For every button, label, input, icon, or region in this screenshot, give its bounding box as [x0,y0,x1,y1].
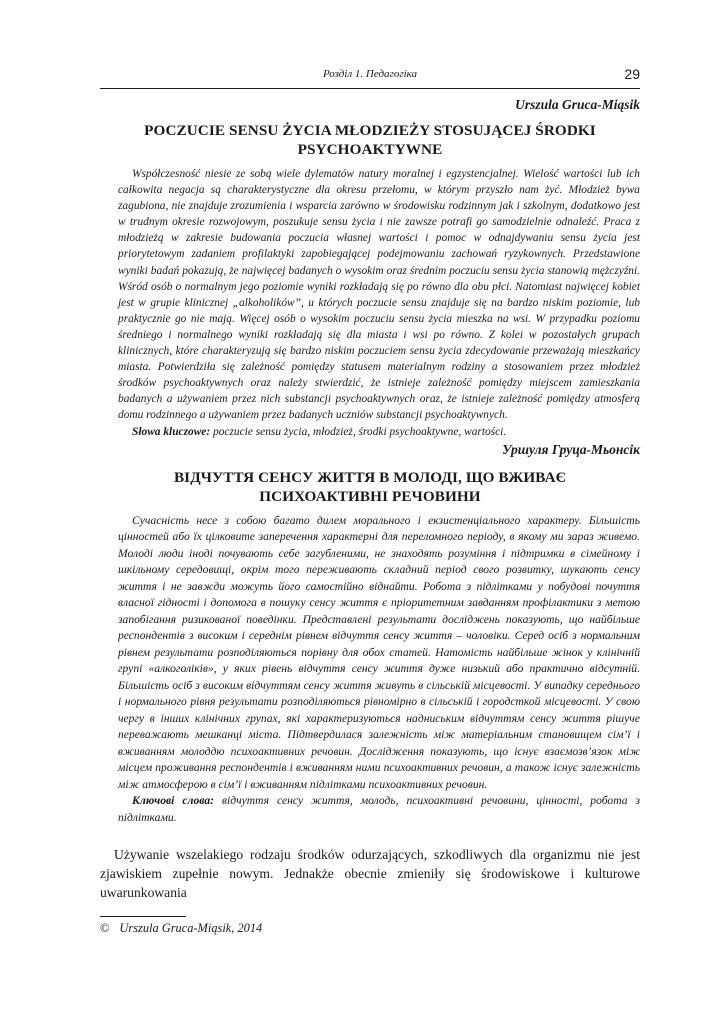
page-number: 29 [624,66,640,82]
article-title-polish: POCZUCIE SENSU ŻYCIA MŁODZIEŻY STOSUJĄCEJ ŚRODKI PSYCHOAKTYWNE [144,122,596,158]
running-header [100,64,640,89]
copyright-footnote [100,921,640,936]
abstract-polish [118,166,640,424]
keywords-text-ukrainian: відчуття сенсу життя, молодь, психоактивні речовини, цінності, робота з підлітками. [118,794,640,824]
author-name-ukrainian: Уршуля Груца-Мьонсік [502,441,640,457]
article-page [100,64,640,936]
article-title-ukrainian: ВІДЧУТТЯ СЕНСУ ЖИТТЯ В МОЛОДІ, ЩО ВЖИВАЄ ПСИХОАКТИВНІ РЕЧОВИНИ [173,468,567,505]
body-paragraph: Używanie wszelakiego rodzaju środków odurzających, szkodliwych dla organizmu nie jest zjawiskiem zupełnie nowym. Jednakże obecnie zmieniły się środowiskowe i kulturowe uwarunkowania [100,847,640,900]
abstract-ukrainian-text: Сучасність несе з собою багато дилем морального і екзистенціального характеру. Більшість цінностей або їх цілковите заперечення характерні для переломного періоду, в якому ми зараз живемо. Молоді люди іноді почувають себе загубленими, не знаходять розуміння і підтримки в сімейному і шкільному середовищі, окрім того переживають складний період свого розвитку, шукають сенсу життя і не завжди можуть його самостійно віднайти. Робота з підлітками у побудові почуття власної гідності і допомога в пошуку сенсу життя є пріоритетним завданням профілактики з метою запобігання ризикованої поведінки. Представлені результати досліджень показують, що найбільше респондентів з високим і середнім рівнем відчуття сенсу життя – чоловіки. Серед осіб з нормальним рівнем результати розподіляються порівну для обох статей. Натомість найбільше жінок у клінічній групі «алкоголіків», у яких рівень відчуття сенсу життя дуже низький або практично відсутній. Більшість осіб з високим відчуттям сенсу життя живуть в сільській місцевості. У випадку середнього і нормального рівня результати розподіляються рівномірно в сільській і городсткой місцевості. У свою чергу в інших клінічних групах, які характеризуються надниським відчуттям сенсу життя рішуче переважають мешканці міста. Підтвердилася залежність між матеріальним становищем сім’ї і вживанням молоддю психоактивних речовин. Дослідження показують, що існує взаємозв’язок між місцем проживання респондентів і вживанням ними психоактивних речовин, а також існує залежність між атмосферою в сім’ї і вживанням підлітками психоактивних речовин. [118,513,640,791]
author-name-polish: Urszula Gruca-Miąsik [515,97,640,112]
copyright-text: Urszula Gruca-Miąsik, 2014 [119,920,263,935]
keywords-label-polish: Słowa kluczowe: [132,425,211,438]
keywords-label-ukrainian: Ключові слова: [132,794,215,807]
keywords-polish [118,424,640,440]
abstract-ukrainian [118,513,640,794]
abstract-polish-text: Współczesność niesie ze sobą wiele dylematów natury moralnej i egzystencjalnej. Wielość wartości lub ich całkowita negacja są charakterystyczne dla okresu przełomu, w którym przyszło nam żyć. Młodzież bywa zagubiona, nie znajduje zrozumienia i wsparcia zarówno w środowisku rodzinnym jak i szkolnym, dodatkowo jest w trudnym okresie rozwojowym, poszukuje sensu życia i nie zawsze potrafi go samodzielnie odnaleźć. Praca z młodzieżą w zakresie budowania poczucia własnej wartości i pomoc w odnajdywaniu sensu życia jest priorytetowym zadaniem profilaktyki zapobiegającej podejmowaniu zachowań ryzykownych. Przedstawione wyniki badań pokazują, że najwięcej badanych o wysokim oraz średnim poczuciu sensu życia stanowią mężczyźni. Wśród osób o normalnym jego poziomie wyniki rozkładają się po równo dla obu płci. Natomiast najwięcej kobiet jest w grupie klinicznej „alkoholików”, u których poczucie sensu znajduje się na bardzo niskim poziomie, lub praktycznie go nie mają. Więcej osób o wysokim poczuciu sensu życia mieszka na wsi. W przypadku poziomu średniego i normalnego wyniki rozkładają się dla miasta i wsi po równo. Z kolei w pozostałych grupach klinicznych, które charakteryzują się bardzo niskim poczuciem sensu życia zdecydowanie przeważają mieszkańcy miasta. Potwierdziła się zależność pomiędzy statusem materialnym rodziny a stosowaniem przez młodzież środków psychoaktywnych oraz należy stwierdzić, że istnieje zależność pomiędzy miejscem zamieszkania badanych a używaniem przez nich substancji psychoaktywnych oraz, że istnieje zależność pomiędzy atmosferą domu rodzinnego a używaniem przez badanych uczniów substancji psychoaktywnych. [118,168,640,422]
footnote-divider [100,916,186,917]
keywords-text-polish: poczucie sensu życia, młodzież, środki psychoaktywne, wartości. [213,425,507,438]
running-title: Розділ 1. Педагогіка [322,68,418,80]
keywords-ukrainian [118,793,640,826]
copyright-symbol: © [100,920,110,935]
